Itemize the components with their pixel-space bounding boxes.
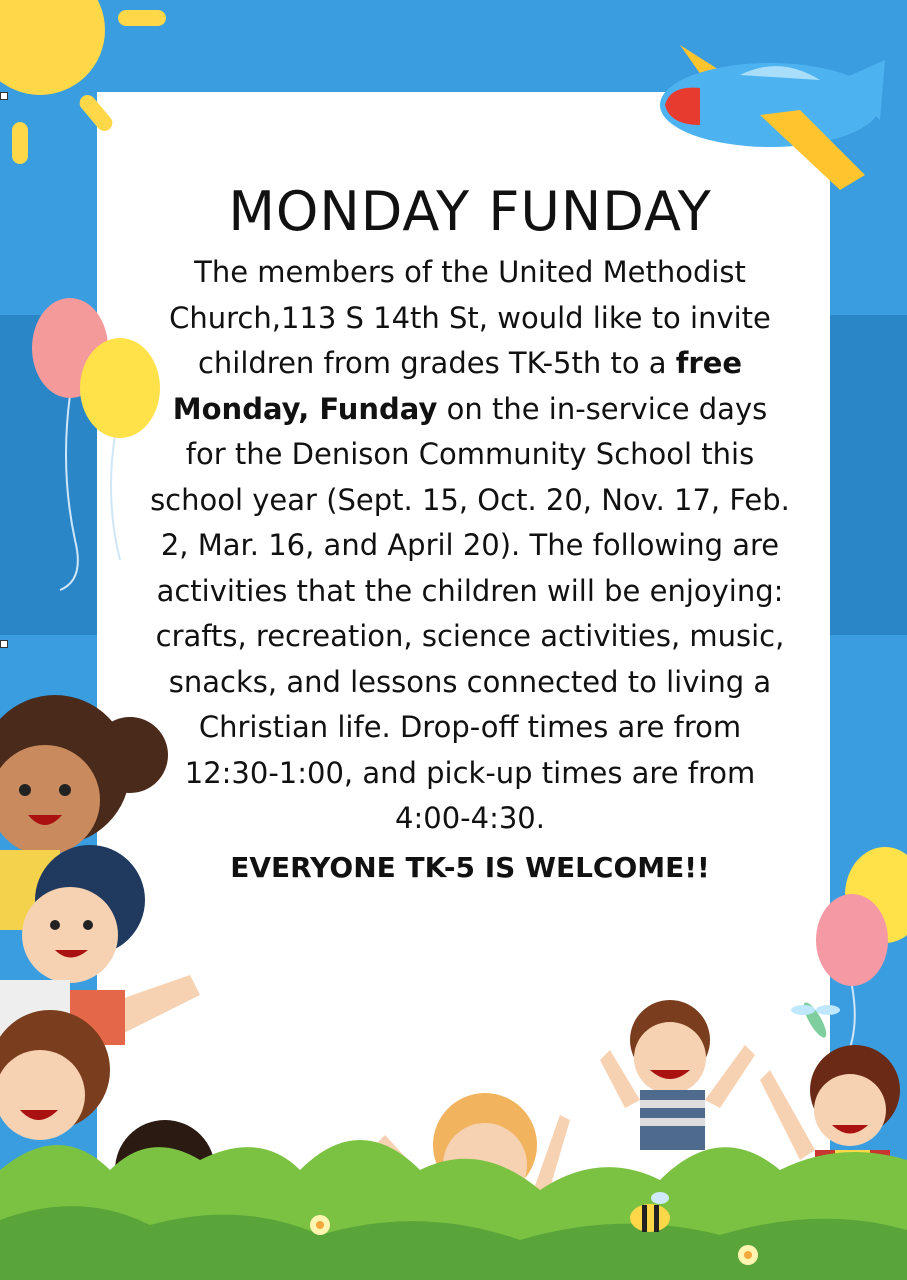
flyer-bold-phrase: free Monday, Funday bbox=[172, 346, 743, 426]
flyer-details: on the in-service days for the Denison Community School this school year (Sept. 15, Oct. 20, Nov. 17, Feb. 2, Mar. 16, and April 20). The following are activities that the children will be enjoying: crafts, recreation, science activities, music, snacks, and lessons connected to living a Christian life. Drop-off times are from 12:30-1:00, and pick-up times are from 4:00-4:30. bbox=[150, 391, 790, 835]
sun-icon bbox=[0, 0, 166, 164]
flyer-body bbox=[150, 250, 790, 842]
balloon-icon bbox=[816, 847, 907, 1060]
flyer-title: MONDAY FUNDAY bbox=[228, 180, 712, 243]
edge-marker bbox=[0, 92, 8, 100]
flyer-text bbox=[150, 180, 790, 888]
edge-marker bbox=[0, 640, 8, 648]
airplane-icon bbox=[660, 45, 885, 190]
balloon-icon bbox=[32, 298, 160, 590]
flyer-intro: The members of the United Methodist Church,113 S 14th St, would like to invite children from grades TK-5th to a bbox=[169, 255, 771, 380]
dragonfly-icon bbox=[791, 1000, 840, 1041]
flyer-welcome: EVERYONE TK-5 IS WELCOME!! bbox=[230, 850, 710, 884]
grass-border bbox=[0, 1140, 907, 1280]
